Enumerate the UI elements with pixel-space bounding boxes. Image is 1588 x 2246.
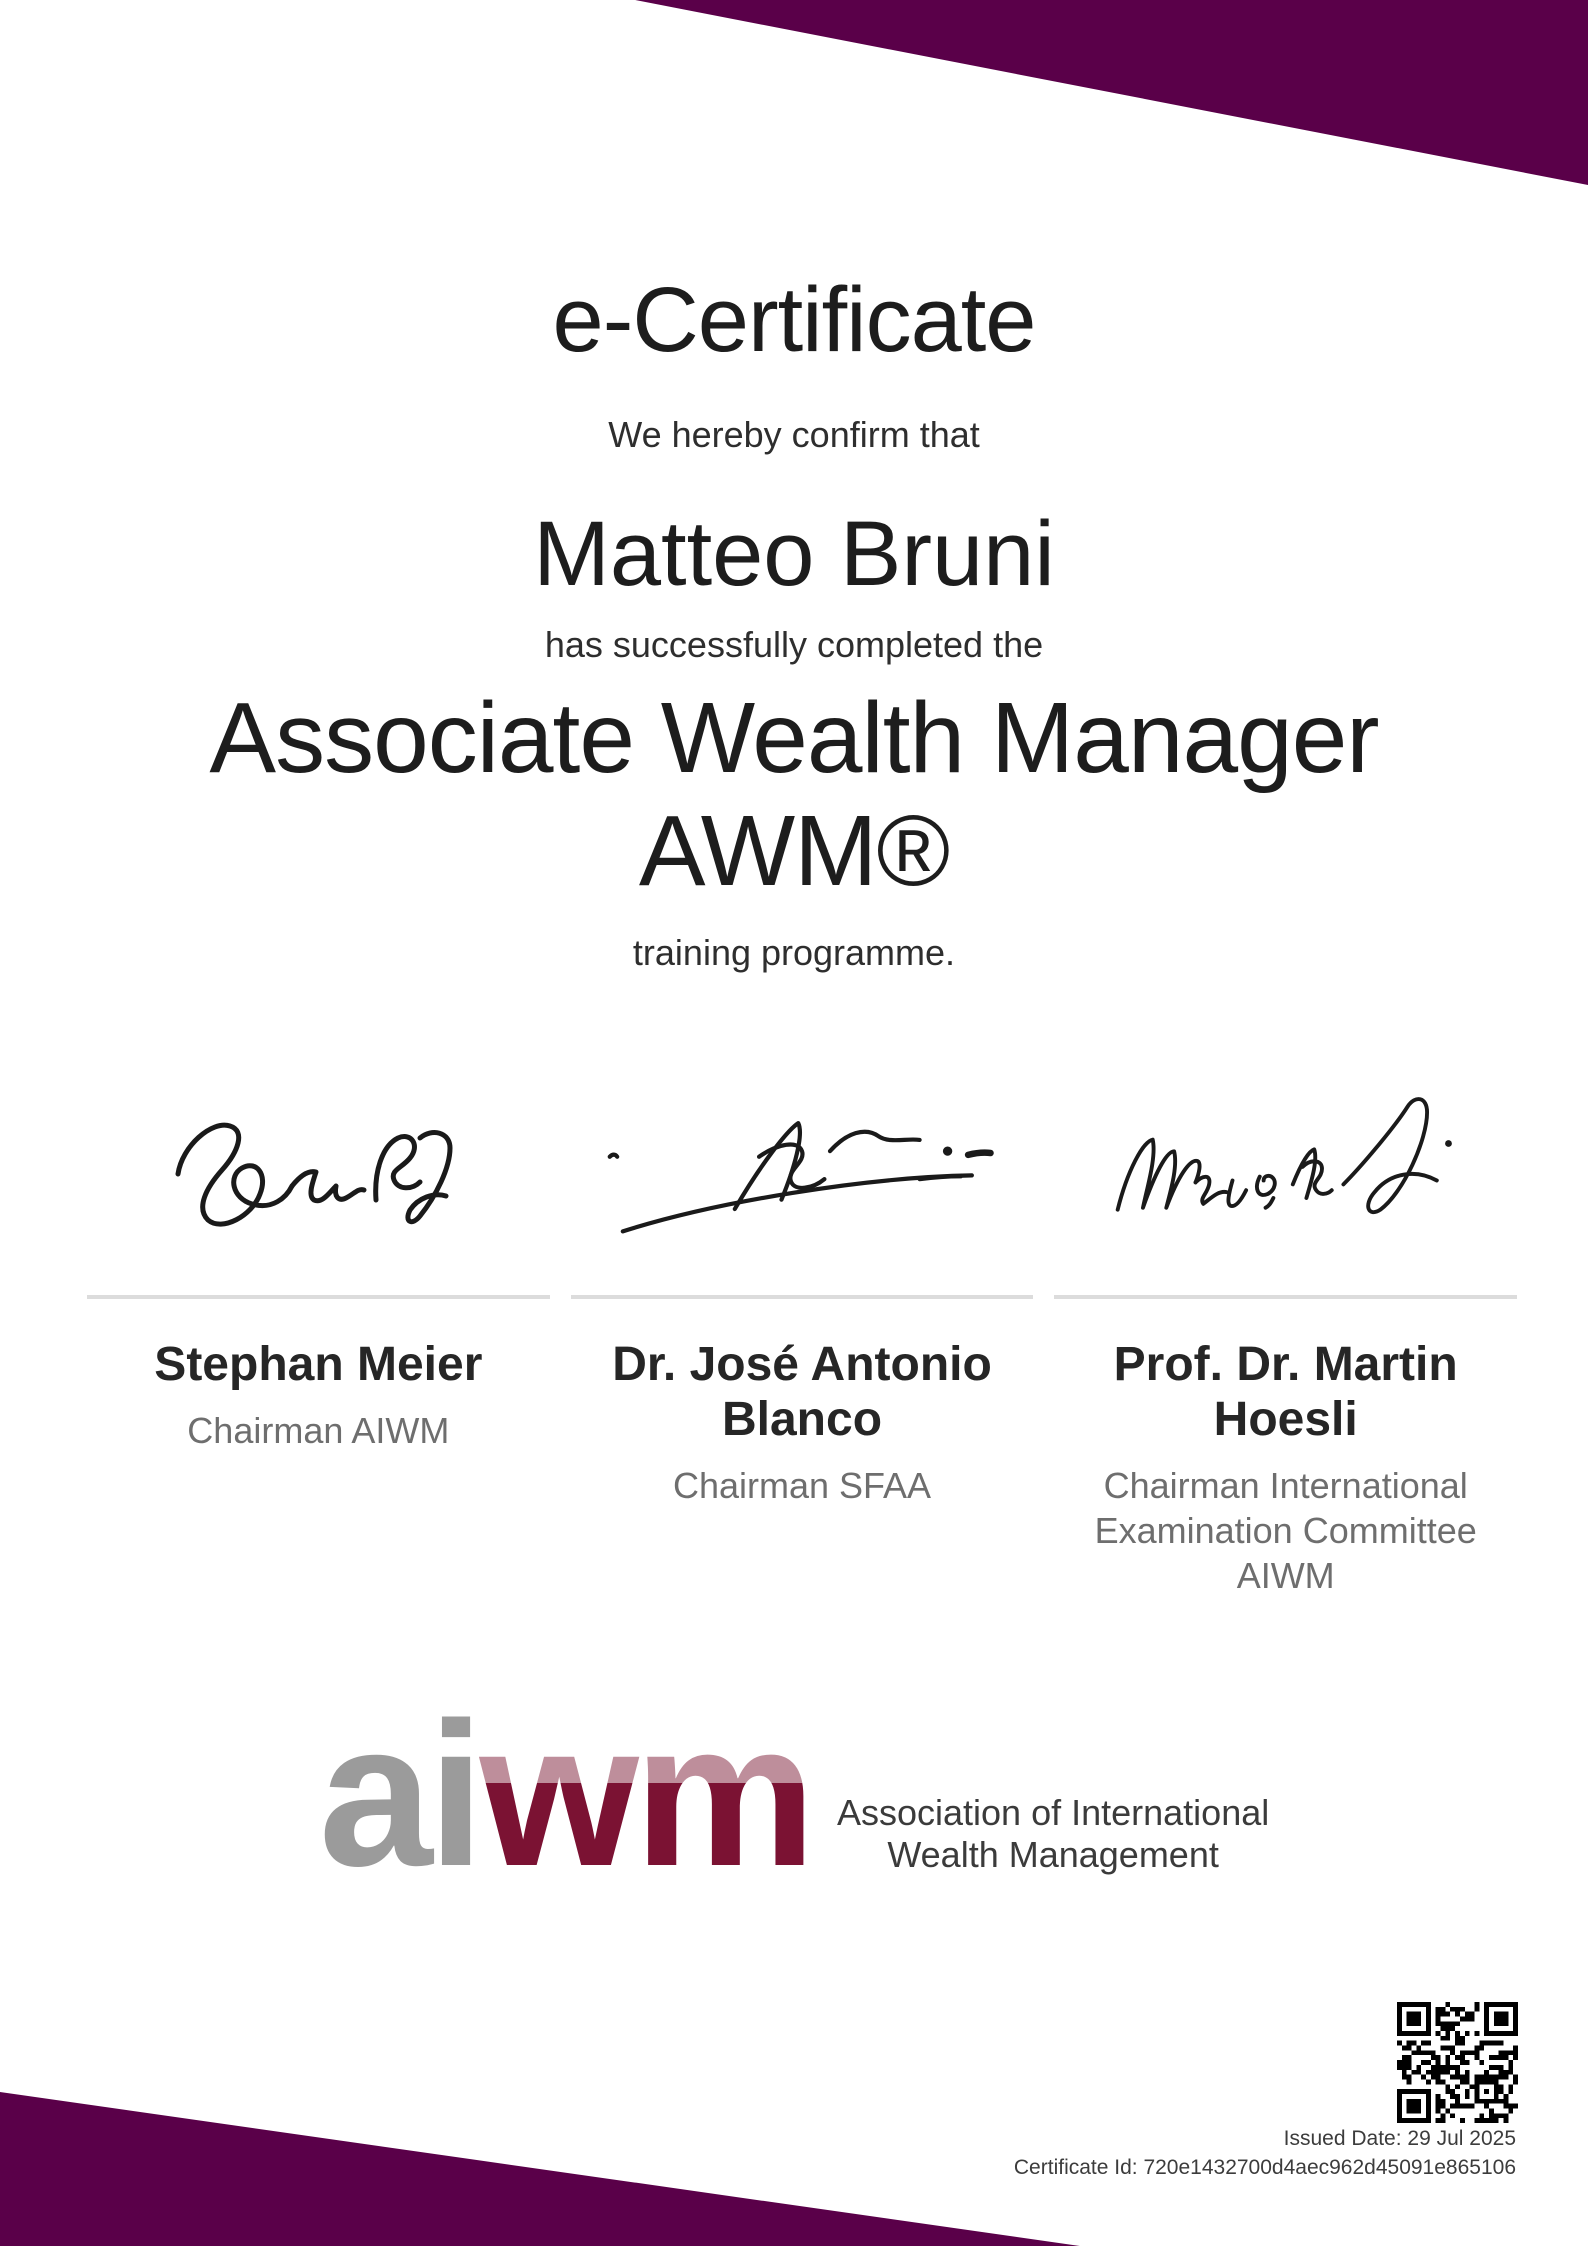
signatory-name: Stephan Meier <box>154 1338 483 1391</box>
aiwm-logo-caption-line2: Wealth Management <box>887 1834 1219 1876</box>
signature-divider <box>571 1295 1034 1299</box>
recipient-name: Matteo Bruni <box>533 503 1055 605</box>
signature-stephan-meier-image <box>87 1080 550 1295</box>
aiwm-logo <box>0 1680 1588 1909</box>
programme-title-line2: AWM® <box>638 795 950 907</box>
signatory-title: Chairman AIWM <box>187 1410 450 1452</box>
footer-meta <box>1014 2124 1516 2182</box>
top-right-accent-triangle <box>0 0 1588 185</box>
issued-date: Issued Date: 29 Jul 2025 <box>1283 2127 1516 2150</box>
signature-divider <box>1054 1295 1517 1299</box>
signature-jose-antonio-blanco-image <box>571 1080 1034 1295</box>
signatories-row <box>87 1080 1517 1598</box>
training-line: training programme. <box>632 932 956 973</box>
certificate-title: e-Certificate <box>552 269 1036 371</box>
qr-code <box>1397 2002 1518 2123</box>
signatory-name: Dr. José Antonio Blanco <box>612 1338 992 1447</box>
signatory-stephan-meier <box>87 1080 550 1598</box>
aiwm-logo-caption <box>837 1792 1269 1877</box>
completion-line: has successfully completed the <box>544 624 1044 665</box>
aiwm-logo-wm: wm <box>479 1680 811 1909</box>
programme-title <box>0 682 1588 908</box>
programme-title-line1: Associate Wealth Manager <box>209 682 1379 794</box>
signatory-martin-hoesli <box>1054 1080 1517 1598</box>
certificate-id: Certificate Id: 720e1432700d4aec962d45091e865106 <box>1013 2156 1516 2179</box>
aiwm-logo-ai: ai <box>318 1680 480 1909</box>
confirm-line: We hereby confirm that <box>608 414 980 455</box>
signature-divider <box>87 1295 550 1299</box>
signatory-jose-antonio-blanco <box>571 1080 1034 1598</box>
signatory-name: Prof. Dr. Martin Hoesli <box>1113 1338 1458 1447</box>
signature-martin-hoesli-image <box>1054 1080 1517 1295</box>
signatory-title: Chairman International Examination Committee AIWM <box>1094 1465 1477 1597</box>
aiwm-logo-wordmark <box>318 1680 811 1909</box>
signatory-title: Chairman SFAA <box>672 1465 932 1507</box>
aiwm-logo-caption-line1: Association of International <box>836 1792 1270 1833</box>
